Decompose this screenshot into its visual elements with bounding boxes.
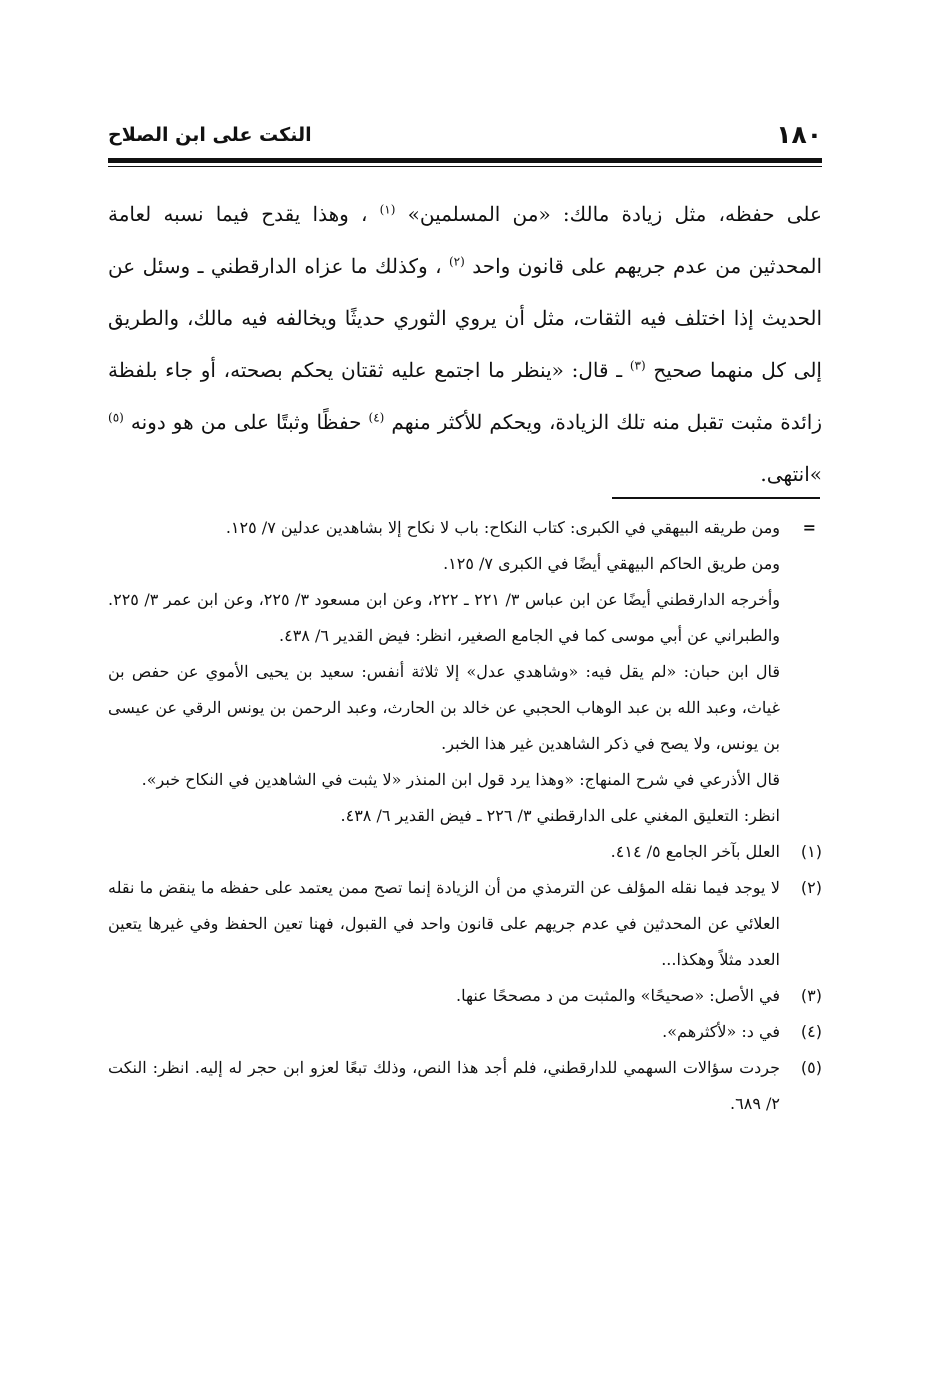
continued-paragraph: قال ابن حبان: «لم يقل فيه: «وشاهدي عدل» إلا ثلاثة أنفس: سعيد بن يحيى الأموي عن حفص بن غياث، وعبد الله بن عبد الوهاب الحجبي عن خالد بن الحارث، وعبد الرحمن بن يونس الرقي عن عيسى بن يونس، ولا يصح في ذكر الشاهدين غير هذا الخبر. xyxy=(108,662,780,753)
main-text-run: حفظًا وثبتًا على من هو دونه xyxy=(130,410,362,434)
footnote-reference: (٥) xyxy=(108,410,124,425)
main-paragraph xyxy=(108,188,822,500)
footnote-number: (٤) xyxy=(800,1022,822,1041)
main-body-text xyxy=(108,188,822,500)
footnote-number: (٥) xyxy=(800,1058,822,1077)
footnote-text: العلل بآخر الجامع ٥/ ٤١٤. xyxy=(610,842,780,861)
main-text-run: والطريق إلى كل منهما صحيح xyxy=(108,306,822,382)
main-text-run: ـ قال: «ينظر ما اجتمع عليه ثقتان يحكم xyxy=(290,358,623,382)
main-text-run: ، وهذا يقدح فيما نسبه لعامة xyxy=(108,202,368,226)
page-number: ١٨٠ xyxy=(776,120,822,149)
running-title: النكت على ابن الصلاح xyxy=(108,124,312,146)
footnote-number: (١) xyxy=(800,842,822,861)
footnote-number: (٢) xyxy=(800,878,822,897)
header-rule-thin xyxy=(108,166,822,167)
footnote-number: (٣) xyxy=(800,986,822,1005)
footnote-reference: (١) xyxy=(379,202,396,217)
header-rule-thick xyxy=(108,158,822,163)
continued-paragraph: وأخرجه الدارقطني أيضًا عن ابن عباس ٣/ ٢٢١ ـ ٢٢٢، وعن ابن مسعود ٣/ ٢٢٥، وعن ابن عمر ٣/ ٢٢٥. والطبراني عن أبي موسى كما في الجامع الصغير، انظر: فيض القدير ٦/ ٤٣٨. xyxy=(108,590,781,645)
footnote-text: لا يوجد فيما نقله المؤلف عن الترمذي من أن الزيادة إنما تصح ممن يعتمد على حفظه ما ينقض ما نقله العلائي عن المحدثين في عدم جريهم على قانون واحد في القبول، فهنا تعين الحفظ وفي غيرها يتعين العدد مثلاً وهكذا... xyxy=(108,878,780,969)
main-text-run: »انتهى. xyxy=(760,462,822,486)
footnote-reference: (٢) xyxy=(448,254,465,269)
footnote-reference: (٤) xyxy=(368,410,385,425)
continued-footnote xyxy=(108,510,822,834)
continued-paragraph: انظر: التعليق المغني على الدارقطني ٣/ ٢٢٦ ـ فيض القدير ٦/ ٤٣٨. xyxy=(340,806,780,825)
footnote-text: في الأصل: «صحيحًا» والمثبت من د مصححًا عنها. xyxy=(456,986,780,1005)
footnote-5 xyxy=(108,1050,822,1122)
continued-paragraph: ومن طريق الحاكم البيهقي أيضًا في الكبرى ٧/ ١٢٥. xyxy=(443,554,780,573)
main-text-run: بصحته، أو جاء بلفظة زائدة مثبت تقبل منه تلك الزيادة، ويحكم للأكثر منهم xyxy=(108,358,822,434)
footnote-text: في د: «لأكثرهم». xyxy=(662,1022,780,1041)
footnote-4 xyxy=(108,1014,822,1050)
main-text-run: على حفظه، مثل زيادة مالك: «من المسلمين» xyxy=(407,202,822,226)
main-text-run: ، وكذلك ما عزاه الدارقطني ـ وسئل xyxy=(142,254,442,278)
footnote-reference: (٣) xyxy=(629,358,646,373)
page-header xyxy=(108,118,822,152)
footnote-text: جردت سؤالات السهمي للدارقطني، فلم أجد هذا النص، وذلك تبعًا لعزو ابن حجر له إليه. انظر: النكت ٢/ ٦٨٩. xyxy=(108,1058,780,1113)
footnotes-section xyxy=(108,510,822,1122)
main-text-run: عن الحديث إذا اختلف فيه الثقات، مثل أن يروي الثوري حديثًا ويخالفه فيه مالك، xyxy=(108,254,823,330)
footnote-separator xyxy=(612,497,820,499)
footnote-3 xyxy=(108,978,822,1014)
footnote-1 xyxy=(108,834,822,870)
main-text-run: المحدثين من عدم جريهم على قانون واحد xyxy=(472,254,823,278)
continued-paragraph: قال الأذرعي في شرح المنهاج: «وهذا يرد قول ابن المنذر «لا يثبت في الشاهدين في النكاح خبر». xyxy=(141,770,780,789)
continuation-marker: = xyxy=(802,518,816,537)
continued-paragraph: ومن طريقه البيهقي في الكبرى: كتاب النكاح: باب لا نكاح إلا بشاهدين عدلين ٧/ ١٢٥. xyxy=(225,518,780,537)
footnote-2 xyxy=(108,870,822,978)
